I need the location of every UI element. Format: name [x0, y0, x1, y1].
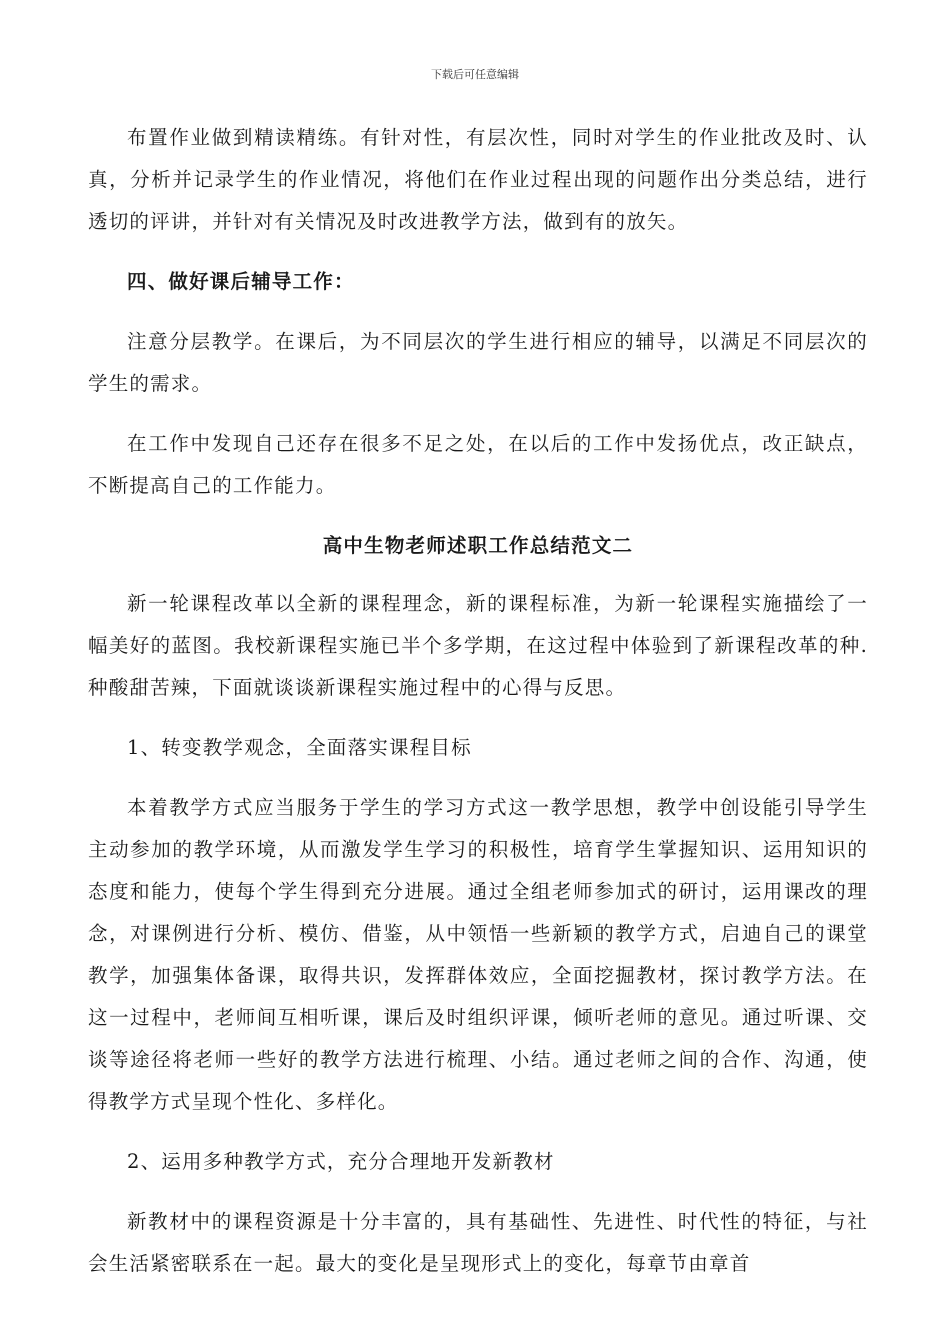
paragraph-curriculum-reform: 新一轮课程改革以全新的课程理念，新的课程标准，为新一轮课程实施描绘了一幅美好的蓝图。我校新课程实施已半个多学期，在这过程中体验到了新课程改革的种.种酸甜苦辣，下面就谈谈新课程实施过程中的心得与反思。: [88, 592, 868, 699]
paragraph-homework: 布置作业做到精读精练。有针对性，有层次性，同时对学生的作业批改及时、认真，分析并记录学生的作业情况，将他们在作业过程出现的问题作出分类总结，进行透切的评讲，并针对有关情况及时改进教学方法，做到有的放矢。: [88, 126, 868, 233]
page-header-note: 下载后可任意编辑: [431, 68, 519, 81]
document-title-two: 高中生物老师述职工作总结范文二: [322, 534, 634, 557]
paragraph-teaching-methods: 本着教学方式应当服务于学生的学习方式这一教学思想，教学中创设能引导学生主动参加的教学环境，从而激发学生学习的积极性，培育学生掌握知识、运用知识的态度和能力，使每个学生得到充分进展。通过全组老师参加式的研讨，运用课改的理念，对课例进行分析、模仿、借鉴，从中领悟一些新颖的教学方式，启迪自己的课堂教学，加强集体备课，取得共识，发挥群体效应，全面挖掘教材，探讨教学方法。在这一过程中，老师间互相听课，课后及时组织评课，倾听老师的意见。通过听课、交谈等途径将老师一些好的教学方法进行梳理、小结。通过老师之间的合作、沟通，使得教学方式呈现个性化、多样化。: [88, 796, 868, 1113]
subheading-teaching-concepts: 1、转变教学观念，全面落实课程目标: [127, 736, 472, 759]
subheading-multiple-methods: 2、运用多种教学方式，充分合理地开发新教材: [127, 1150, 555, 1173]
paragraph-self-improvement: 在工作中发现自己还存在很多不足之处，在以后的工作中发扬优点，改正缺点，不断提高自己的工作能力。: [88, 432, 868, 497]
section-heading-tutoring: 四、做好课后辅导工作：: [127, 270, 355, 293]
paragraph-new-textbook: 新教材中的课程资源是十分丰富的，具有基础性、先进性、时代性的特征，与社会生活紧密联系在一起。最大的变化是呈现形式上的变化，每章节由章首: [88, 1210, 868, 1275]
paragraph-layered-teaching: 注意分层教学。在课后，为不同层次的学生进行相应的辅导，以满足不同层次的学生的需求。: [88, 330, 868, 395]
document-body: [88, 117, 868, 1285]
